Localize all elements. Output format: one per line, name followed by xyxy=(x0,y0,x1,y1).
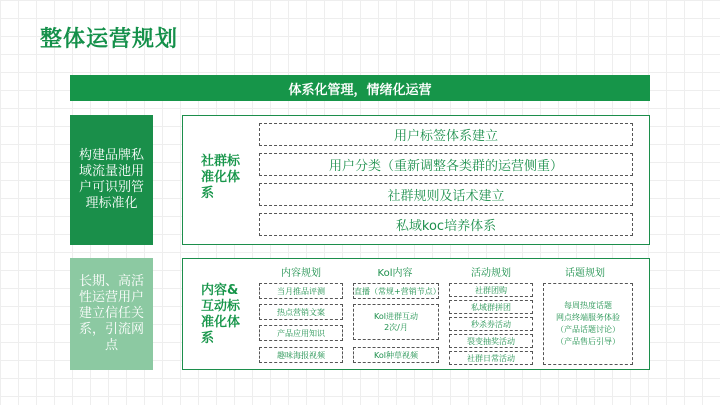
content-item: 产品应用知识 xyxy=(259,325,343,341)
page-title: 整体运营规划 xyxy=(40,27,179,52)
column-title: 话题规划 xyxy=(565,268,605,279)
content-item: 社群日常活动 xyxy=(449,351,533,365)
left-box-bottom: 长期、高活性运营用户建立信任关系，引流网点 xyxy=(70,258,153,370)
content-item: 当月推品评测 xyxy=(259,283,343,299)
content-item: 社群团购 xyxy=(449,283,533,297)
content-item: Kol种草视频 xyxy=(353,347,439,363)
community-panel xyxy=(182,115,650,245)
column-title: 活动规划 xyxy=(471,268,511,279)
content-item: Kol进群互动 2次/月 xyxy=(353,304,439,340)
content-item: 热点营销文案 xyxy=(259,304,343,320)
content-item: 裂变抽奖活动 xyxy=(449,334,533,348)
community-row: 用户分类（重新调整各类群的运营侧重） xyxy=(259,153,633,176)
left-box-top: 构建品牌私域流量池用户可识别管理标准化 xyxy=(70,115,153,245)
content-label: 内容&互动标准化体系 xyxy=(201,283,241,346)
community-row: 社群规则及话术建立 xyxy=(259,183,633,206)
content-panel xyxy=(182,258,650,370)
community-row: 用户标签体系建立 xyxy=(259,123,633,146)
content-item: 私域群拼团 xyxy=(449,300,533,314)
community-row: 私域koc培养体系 xyxy=(259,213,633,236)
column-title: 内容规划 xyxy=(281,268,321,279)
banner: 体系化管理，情绪化运营 xyxy=(70,75,650,101)
content-item: 每周热度话题 网点终端服务体验 （产品话题讨论） （产品售后引导） xyxy=(543,283,633,365)
content-item: 直播（常规+营销节点） xyxy=(353,283,439,299)
content-item: 秒杀券活动 xyxy=(449,317,533,331)
column-title: Kol内容 xyxy=(377,268,413,279)
content-item: 趣味海报视频 xyxy=(259,347,343,363)
community-label: 社群标准化体系 xyxy=(201,154,241,201)
